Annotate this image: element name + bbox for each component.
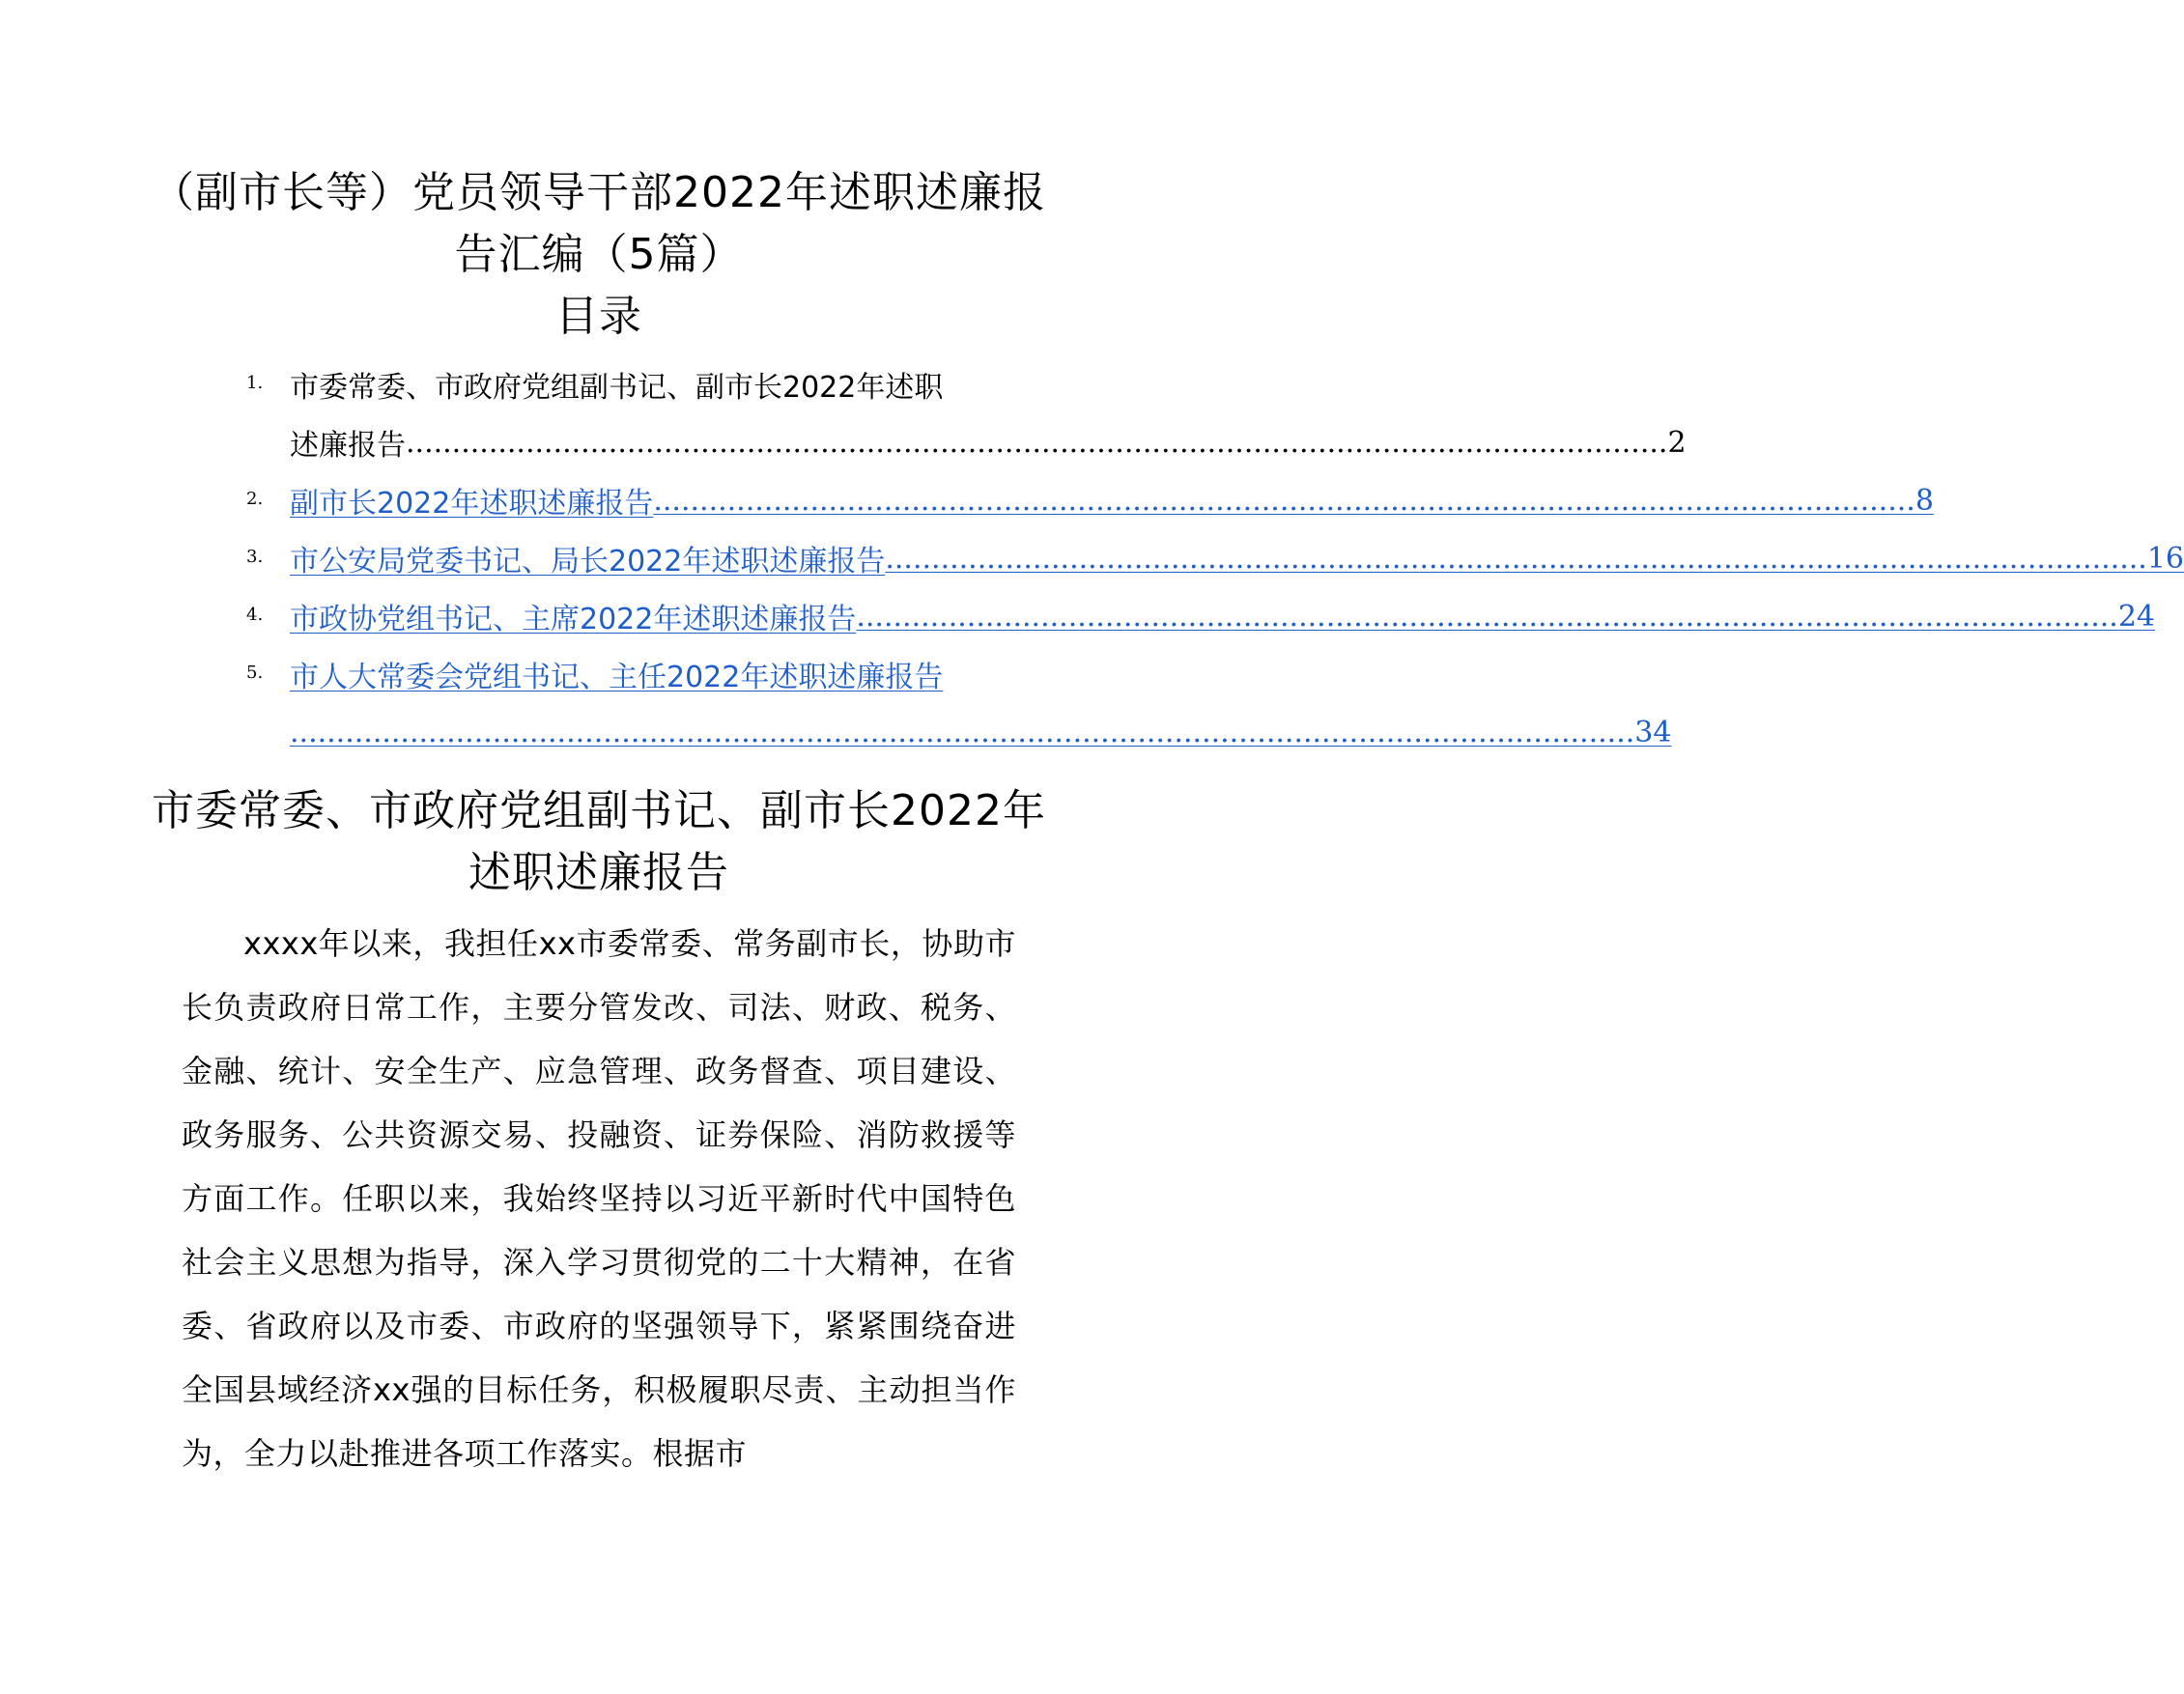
toc-leader-dots: ......................................................................................................................................... bbox=[856, 599, 2118, 634]
toc-line bbox=[290, 413, 1687, 471]
toc-heading: 目录 bbox=[555, 292, 642, 341]
document-title: （副市长等）党员领导干部2022年述职述廉报告汇编（5篇） bbox=[152, 168, 1046, 279]
toc-title: 市委常委、市政府党组副书记、副市长2022年述职 bbox=[290, 371, 944, 405]
toc-number: 3. bbox=[246, 547, 264, 567]
toc-page-number: 8 bbox=[1915, 483, 1934, 518]
toc-title: 市政协党组书记、主席2022年述职述廉报告 bbox=[290, 603, 857, 636]
toc-number: 5. bbox=[246, 663, 264, 683]
toc-title-continued: 述廉报告 bbox=[290, 429, 406, 463]
toc-line bbox=[290, 587, 2155, 645]
toc-page-number: 34 bbox=[1634, 715, 1672, 749]
toc-number: 4. bbox=[246, 605, 264, 625]
toc-line bbox=[290, 355, 1016, 413]
toc-page-number: 24 bbox=[2117, 599, 2155, 634]
toc-leader-dots: ......................................................................................................................................... bbox=[406, 425, 1668, 460]
toc-line bbox=[290, 529, 2184, 587]
toc-leader-dots: ......................................................................................................................................... bbox=[885, 541, 2147, 576]
toc-page-number: 16 bbox=[2146, 541, 2184, 576]
toc-number: 2. bbox=[246, 489, 264, 509]
body-paragraph: xxxx年以来，我担任xx市委常委、常务副市长，协助市长负责政府日常工作，主要分管发改、司法、财政、税务、金融、统计、安全生产、应急管理、政务督查、项目建设、政务服务、公共资源交易、投融资、证券保险、消防救援等方面工作。任职以来，我始终坚持以习近平新时代中国特色社会主义思想为指导，深入学习贯彻党的二十大精神，在省委、省政府以及市委、市政府的坚强领导下，紧紧围绕奋进全国县域经济xx强的目标任务，积极履职尽责、主动担当作为，全力以赴推进各项工作落实。根据市 bbox=[182, 925, 1016, 1472]
toc-line bbox=[290, 471, 1934, 529]
toc-title: 市公安局党委书记、局长2022年述职述廉报告 bbox=[290, 545, 886, 579]
toc-line bbox=[290, 703, 1672, 761]
toc-leader-dots: .................................................................................................................................................. bbox=[290, 715, 1635, 749]
toc-title: 副市长2022年述职述廉报告 bbox=[290, 487, 654, 521]
section-title: 市委常委、市政府党组副书记、副市长2022年述职述廉报告 bbox=[152, 786, 1046, 897]
toc-leader-dots: ......................................................................................................................................... bbox=[653, 483, 1915, 518]
toc-number: 1. bbox=[246, 373, 264, 393]
toc-page-number: 2 bbox=[1667, 425, 1687, 460]
toc-line bbox=[290, 645, 1016, 703]
toc-title: 市人大常委会党组书记、主任2022年述职述廉报告 bbox=[290, 661, 944, 694]
